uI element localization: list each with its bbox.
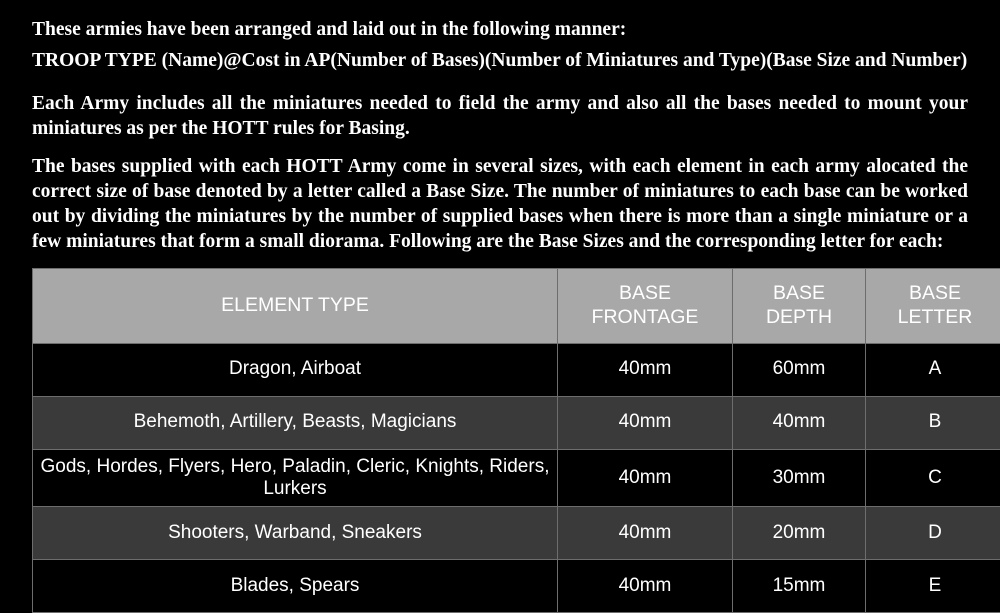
table-row bbox=[33, 343, 1000, 396]
cell-frontage: 40mm bbox=[558, 396, 733, 449]
cell-depth: 15mm bbox=[733, 560, 866, 613]
cell-depth: 60mm bbox=[733, 343, 866, 396]
table-row bbox=[33, 396, 1000, 449]
cell-letter: D bbox=[866, 507, 1000, 560]
cell-element-type: Behemoth, Artillery, Beasts, Magicians bbox=[33, 396, 558, 449]
cell-element-type: Gods, Hordes, Flyers, Hero, Paladin, Cleric, Knights, Riders, Lurkers bbox=[33, 449, 558, 507]
base-sizes-table bbox=[32, 268, 1000, 613]
header-base-letter bbox=[866, 268, 1000, 343]
header-element-type: ELEMENT TYPE bbox=[33, 268, 558, 343]
base-sizes-table-wrapper bbox=[32, 268, 968, 613]
table-row bbox=[33, 560, 1000, 613]
cell-letter: C bbox=[866, 449, 1000, 507]
base-sizes-paragraph: The bases supplied with each HOTT Army come in several sizes, with each element in each army alocated the correct size of base denoted by a letter called a Base Size. The number of miniatures to each base can be worked out by dividing the miniatures by the number of supplied bases when there is more than a single miniature or a few miniatures that form a small diorama. Following are the Base Sizes and the corresponding letter for each: bbox=[32, 155, 968, 255]
cell-frontage: 40mm bbox=[558, 507, 733, 560]
cell-frontage: 40mm bbox=[558, 449, 733, 507]
header-base-letter-line2: LETTER bbox=[870, 306, 1000, 329]
table-header-row bbox=[33, 268, 1000, 343]
table-row bbox=[33, 449, 1000, 507]
table-body bbox=[33, 343, 1000, 613]
header-base-depth-line1: BASE bbox=[737, 282, 861, 305]
header-base-depth bbox=[733, 268, 866, 343]
intro-paragraph: These armies have been arranged and laid out in the following manner: bbox=[32, 18, 968, 43]
header-base-frontage bbox=[558, 268, 733, 343]
cell-letter: A bbox=[866, 343, 1000, 396]
header-base-frontage-line1: BASE bbox=[562, 282, 728, 305]
cell-depth: 30mm bbox=[733, 449, 866, 507]
header-base-depth-line2: DEPTH bbox=[737, 306, 861, 329]
army-contents-paragraph: Each Army includes all the miniatures needed to field the army and also all the bases needed to mount your miniatures as per the HOTT rules for Basing. bbox=[32, 92, 968, 142]
cell-letter: B bbox=[866, 396, 1000, 449]
table-row bbox=[33, 507, 1000, 560]
troop-type-format-line: TROOP TYPE (Name)@Cost in AP(Number of Bases)(Number of Miniatures and Type)(Base Size and Number) bbox=[32, 49, 968, 74]
header-base-letter-line1: BASE bbox=[870, 282, 1000, 305]
table-header bbox=[33, 268, 1000, 343]
cell-element-type: Blades, Spears bbox=[33, 560, 558, 613]
cell-frontage: 40mm bbox=[558, 343, 733, 396]
cell-frontage: 40mm bbox=[558, 560, 733, 613]
cell-depth: 20mm bbox=[733, 507, 866, 560]
cell-element-type: Dragon, Airboat bbox=[33, 343, 558, 396]
header-base-frontage-line2: FRONTAGE bbox=[562, 306, 728, 329]
cell-element-type: Shooters, Warband, Sneakers bbox=[33, 507, 558, 560]
cell-depth: 40mm bbox=[733, 396, 866, 449]
cell-letter: E bbox=[866, 560, 1000, 613]
